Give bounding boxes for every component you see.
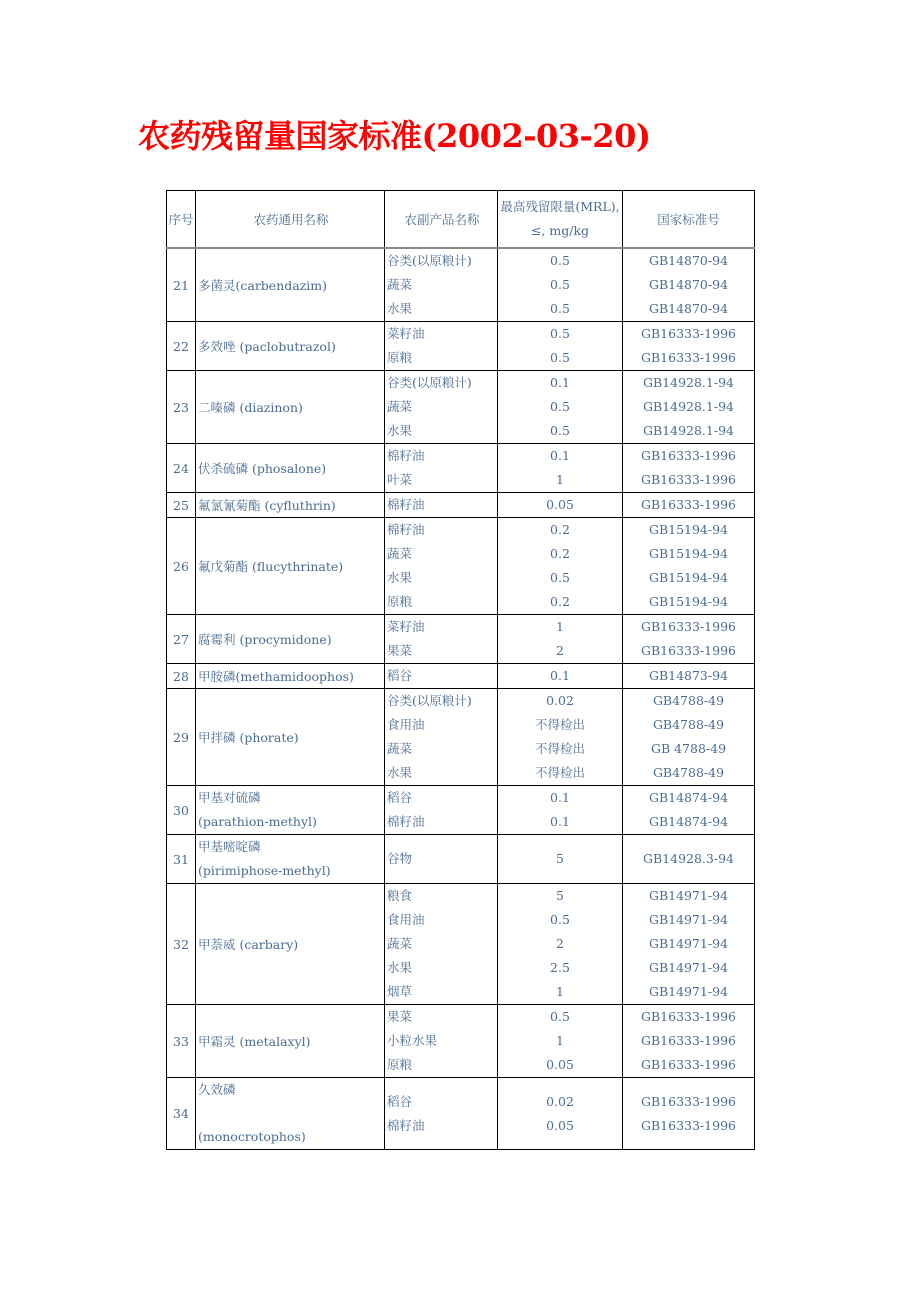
product: 原粮: [387, 594, 413, 609]
product: 稻谷: [387, 1093, 413, 1109]
pesticide-name: 多菌灵(carbendazim): [196, 248, 385, 322]
product-list: [385, 322, 498, 371]
mrl-value: 0.5: [550, 423, 570, 438]
product: 水果: [387, 765, 413, 780]
header-product: 农副产品名称: [385, 191, 498, 249]
row-index: 21: [167, 248, 196, 322]
pesticide-name-en: (monocrotophos): [198, 1129, 306, 1144]
product: 棉籽油: [387, 1117, 425, 1133]
standard-code: GB16333-1996: [641, 619, 736, 634]
mrl-value: 0.02: [546, 693, 574, 708]
mrl-list: [498, 786, 623, 835]
table-row: [167, 835, 755, 884]
standard-code: GB14873-94: [648, 668, 729, 683]
table-row: [167, 689, 755, 786]
standard-code: GB14928.1-94: [643, 375, 734, 390]
pesticide-residue-table: [166, 190, 755, 1150]
product-list: [385, 493, 498, 518]
header-mrl: [498, 191, 623, 249]
pesticide-name: [196, 786, 385, 835]
mrl-value: 1: [556, 1033, 564, 1048]
standard-code: GB14870-94: [648, 253, 729, 268]
product: 食用油: [387, 912, 425, 927]
mrl-value: 0.1: [550, 375, 570, 390]
row-index: 25: [167, 493, 196, 518]
standard-code: GB14971-94: [648, 936, 729, 951]
mrl-list: [498, 248, 623, 322]
header-mrl-line1: 最高残留限量(MRL),: [500, 199, 620, 214]
pesticide-name: 氟戊菊酯 (flucythrinate): [196, 518, 385, 615]
pesticide-name: 二嗪磷 (diazinon): [196, 371, 385, 444]
product: 棉籽油: [387, 448, 425, 463]
mrl-value: 0.5: [550, 326, 570, 341]
standard-code: GB16333-1996: [641, 448, 736, 463]
product-list: [385, 835, 498, 884]
mrl-value: 1: [556, 984, 564, 999]
standard-list: [623, 493, 755, 518]
standard-list: [623, 689, 755, 786]
pesticide-name-en: (parathion-methyl): [198, 814, 317, 829]
standard-code: GB4788-49: [652, 717, 725, 732]
mrl-value: 2.5: [550, 960, 570, 975]
product-list: [385, 664, 498, 689]
mrl-value: 0.5: [550, 1009, 570, 1024]
product: 原粮: [387, 1057, 413, 1072]
table-row: [167, 518, 755, 615]
standard-list: [623, 664, 755, 689]
row-index: 22: [167, 322, 196, 371]
product: 原粮: [387, 350, 413, 365]
standard-code: GB14870-94: [648, 301, 729, 316]
product: 棉籽油: [387, 522, 425, 537]
standard-code: GB14874-94: [648, 814, 729, 829]
standard-code: GB16333-1996: [641, 472, 736, 487]
product: 蔬菜: [387, 546, 413, 561]
product-list: [385, 444, 498, 493]
product: 水果: [387, 423, 413, 438]
mrl-value: 0.1: [550, 790, 570, 805]
standard-code: GB16333-1996: [641, 497, 736, 512]
mrl-value: 0.2: [550, 594, 570, 609]
mrl-value: 5: [556, 888, 564, 903]
standard-code: GB15194-94: [648, 522, 729, 537]
pesticide-name-cn: 甲基嘧啶磷: [198, 839, 261, 854]
product: 果菜: [387, 643, 413, 658]
product: 水果: [387, 570, 413, 585]
pesticide-name: 甲胺磷(methamidoophos): [196, 664, 385, 689]
standard-code: GB16333-1996: [641, 1057, 736, 1072]
standard-list: [623, 615, 755, 664]
mrl-list: [498, 1005, 623, 1078]
pesticide-name-en: (pirimiphose-methyl): [198, 863, 331, 878]
pesticide-name: [196, 1078, 385, 1150]
mrl-list: [498, 615, 623, 664]
row-index: 28: [167, 664, 196, 689]
mrl-list: [498, 664, 623, 689]
mrl-value: 0.5: [550, 399, 570, 414]
standard-code: GB15194-94: [648, 570, 729, 585]
table-row: [167, 371, 755, 444]
mrl-value: 2: [556, 643, 564, 658]
standard-code: GB16333-1996: [641, 1033, 736, 1048]
product: 蔬菜: [387, 936, 413, 951]
mrl-value: 1: [556, 472, 564, 487]
product: 谷类(以原粮计): [387, 253, 472, 268]
table-row: [167, 664, 755, 689]
product: 粮食: [387, 888, 413, 903]
mrl-value: 0.1: [550, 814, 570, 829]
standard-code: GB16333-1996: [641, 326, 736, 341]
standard-code: GB14971-94: [648, 984, 729, 999]
mrl-list: [498, 884, 623, 1005]
mrl-list: [498, 1078, 623, 1150]
mrl-value: 0.05: [546, 1117, 574, 1133]
pesticide-name: 甲霜灵 (metalaxyl): [196, 1005, 385, 1078]
table-row: [167, 1078, 755, 1150]
standard-code: GB14971-94: [648, 960, 729, 975]
mrl-value: 0.5: [550, 350, 570, 365]
standard-code: GB16333-1996: [641, 1093, 736, 1109]
table-header-row: [167, 191, 755, 249]
standard-code: GB14928.1-94: [643, 423, 734, 438]
product-list: [385, 371, 498, 444]
header-mrl-line2: ≤, mg/kg: [530, 223, 590, 238]
product: 叶菜: [387, 472, 413, 487]
pesticide-name-cn: 甲基对硫磷: [198, 790, 261, 805]
standard-code: GB4788-49: [652, 693, 725, 708]
pesticide-name: 甲拌磷 (phorate): [196, 689, 385, 786]
product: 菜籽油: [387, 326, 425, 341]
mrl-value: 0.5: [550, 277, 570, 292]
standard-list: [623, 1078, 755, 1150]
mrl-value: 0.05: [546, 497, 574, 512]
pesticide-name: 多效唑 (paclobutrazol): [196, 322, 385, 371]
mrl-value: 不得检出: [534, 741, 585, 756]
standard-list: [623, 884, 755, 1005]
standard-list: [623, 1005, 755, 1078]
product: 水果: [387, 301, 413, 316]
product-list: [385, 248, 498, 322]
product-list: [385, 786, 498, 835]
row-index: 27: [167, 615, 196, 664]
pesticide-name: 甲萘威 (carbary): [196, 884, 385, 1005]
product: 蔬菜: [387, 399, 413, 414]
product: 小粒水果: [387, 1033, 438, 1048]
row-index: 31: [167, 835, 196, 884]
pesticide-name: [196, 835, 385, 884]
standard-code: GB15194-94: [648, 594, 729, 609]
pesticide-name: 腐霉利 (procymidone): [196, 615, 385, 664]
mrl-value: 0.5: [550, 253, 570, 268]
page-title: 农药残留量国家标准(2002-03-20): [138, 117, 651, 155]
standard-code: GB16333-1996: [641, 1117, 736, 1133]
product: 棉籽油: [387, 497, 425, 512]
row-index: 29: [167, 689, 196, 786]
product-list: [385, 1078, 498, 1150]
mrl-list: [498, 835, 623, 884]
product: 棉籽油: [387, 814, 425, 829]
standard-code: GB16333-1996: [641, 643, 736, 658]
standard-list: [623, 444, 755, 493]
standard-list: [623, 835, 755, 884]
spacer: [198, 1102, 384, 1125]
table-row: [167, 248, 755, 322]
row-index: 32: [167, 884, 196, 1005]
mrl-value: 0.2: [550, 546, 570, 561]
product-list: [385, 1005, 498, 1078]
product: 稻谷: [387, 790, 413, 805]
product: 谷类(以原粮计): [387, 375, 472, 390]
standard-list: [623, 786, 755, 835]
mrl-value: 0.5: [550, 912, 570, 927]
mrl-value: 1: [556, 619, 564, 634]
product: 谷物: [387, 851, 413, 866]
product: 烟草: [387, 984, 413, 999]
row-index: 23: [167, 371, 196, 444]
mrl-list: [498, 322, 623, 371]
product-list: [385, 689, 498, 786]
standard-code: GB16333-1996: [641, 1009, 736, 1024]
mrl-value: 5: [556, 851, 564, 866]
mrl-list: [498, 518, 623, 615]
standard-code: GB14928.1-94: [643, 399, 734, 414]
table-row: [167, 322, 755, 371]
standard-list: [623, 322, 755, 371]
table-row: [167, 444, 755, 493]
standard-code: GB4788-49: [652, 765, 725, 780]
mrl-list: [498, 493, 623, 518]
mrl-list: [498, 444, 623, 493]
standard-list: [623, 371, 755, 444]
product-list: [385, 518, 498, 615]
table-row: [167, 493, 755, 518]
mrl-value: 不得检出: [534, 717, 585, 732]
standard-list: [623, 248, 755, 322]
standard-list: [623, 518, 755, 615]
mrl-value: 0.5: [550, 301, 570, 316]
mrl-list: [498, 371, 623, 444]
mrl-value: 0.02: [546, 1093, 574, 1109]
standard-code: GB14874-94: [648, 790, 729, 805]
product: 水果: [387, 960, 413, 975]
mrl-value: 0.1: [550, 668, 570, 683]
pesticide-name: 氟氯氰菊酯 (cyfluthrin): [196, 493, 385, 518]
product: 食用油: [387, 717, 425, 732]
product: 稻谷: [387, 668, 413, 683]
mrl-value: 0.1: [550, 448, 570, 463]
pesticide-name-cn: 久效磷: [198, 1082, 236, 1097]
product-list: [385, 615, 498, 664]
row-index: 34: [167, 1078, 196, 1150]
row-index: 26: [167, 518, 196, 615]
standard-code: GB14971-94: [648, 888, 729, 903]
mrl-list: [498, 689, 623, 786]
mrl-value: 不得检出: [534, 765, 585, 780]
product: 蔬菜: [387, 277, 413, 292]
standard-code: GB14928.3-94: [643, 851, 734, 866]
product: 蔬菜: [387, 741, 413, 756]
product: 菜籽油: [387, 619, 425, 634]
table-row: [167, 615, 755, 664]
standard-code: GB14971-94: [648, 912, 729, 927]
standard-code: GB 4788-49: [650, 741, 727, 756]
standard-code: GB16333-1996: [641, 350, 736, 365]
pesticide-name: 伏杀硫磷 (phosalone): [196, 444, 385, 493]
product: 果菜: [387, 1009, 413, 1024]
mrl-value: 2: [556, 936, 564, 951]
header-pesticide: 农药通用名称: [196, 191, 385, 249]
row-index: 30: [167, 786, 196, 835]
mrl-value: 0.05: [546, 1057, 574, 1072]
mrl-value: 0.2: [550, 522, 570, 537]
standard-code: GB15194-94: [648, 546, 729, 561]
product-list: [385, 884, 498, 1005]
mrl-value: 0.5: [550, 570, 570, 585]
header-standard: 国家标准号: [623, 191, 755, 249]
product: 谷类(以原粮计): [387, 693, 472, 708]
row-index: 24: [167, 444, 196, 493]
table-row: [167, 1005, 755, 1078]
standard-code: GB14870-94: [648, 277, 729, 292]
table-row: [167, 884, 755, 1005]
table-row: [167, 786, 755, 835]
header-index: 序号: [167, 191, 196, 249]
row-index: 33: [167, 1005, 196, 1078]
